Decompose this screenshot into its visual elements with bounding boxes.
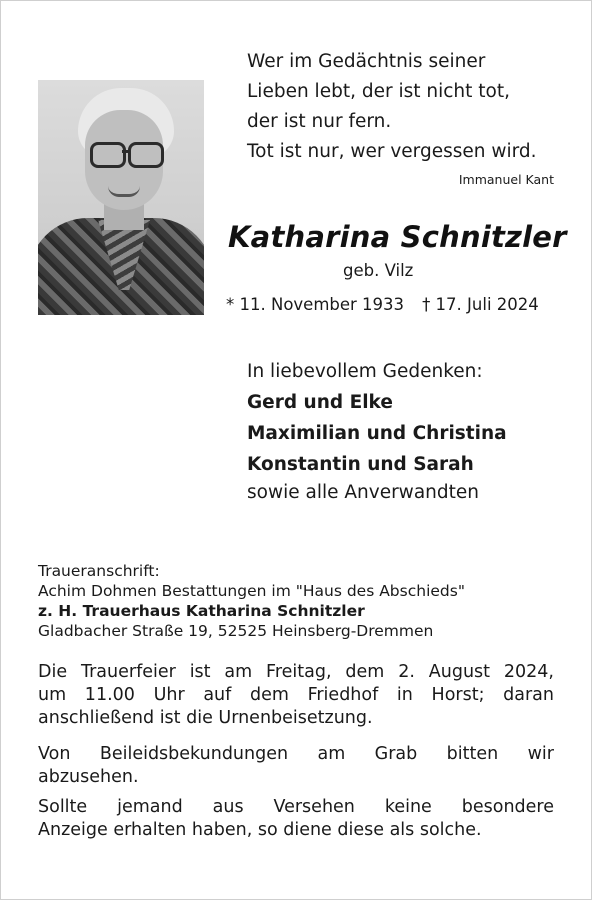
address-line: Achim Dohmen Bestattungen im "Haus des Abschieds": [38, 582, 465, 600]
quote-line: Lieben lebt, der ist nicht tot,: [247, 81, 510, 102]
life-dates: [226, 295, 539, 314]
mourner-name: Konstantin und Sarah: [247, 454, 474, 475]
address-line: Gladbacher Straße 19, 52525 Heinsberg-Dremmen: [38, 622, 434, 640]
mourner-name: Maximilian und Christina: [247, 423, 507, 444]
memory-closing: sowie alle Anverwandten: [247, 482, 479, 503]
notice-line: Sollte jemand aus Versehen keine besondere: [38, 797, 554, 817]
notice-line: Von Beileidsbekundungen am Grab bitten wir: [38, 744, 554, 764]
quote-author: Immanuel Kant: [458, 172, 554, 187]
deceased-name: Katharina Schnitzler: [228, 220, 567, 254]
mourner-name: Gerd und Elke: [247, 392, 393, 413]
memory-intro: In liebevollem Gedenken:: [247, 361, 483, 382]
notice-line: Die Trauerfeier ist am Freitag, dem 2. August 2024,: [38, 662, 554, 682]
portrait-photo: [38, 80, 204, 315]
address-line: z. H. Trauerhaus Katharina Schnitzler: [38, 602, 365, 620]
funeral-notice: [38, 661, 554, 730]
condolence-notice: [38, 743, 554, 789]
notice-line: Anzeige erhalten haben, so diene diese als solche.: [38, 820, 482, 840]
quote-line: Tot ist nur, wer vergessen wird.: [247, 141, 537, 162]
notice-line: abzusehen.: [38, 767, 139, 787]
maiden-name: geb. Vilz: [343, 261, 414, 280]
death-date: † 17. Juli 2024: [422, 295, 539, 314]
address-label: Traueranschrift:: [38, 562, 160, 580]
missed-notice: [38, 796, 554, 842]
quote-line: der ist nur fern.: [247, 111, 392, 132]
quote-line: Wer im Gedächtnis seiner: [247, 51, 486, 72]
notice-line: um 11.00 Uhr auf dem Friedhof in Horst; daran: [38, 685, 554, 705]
notice-line: anschließend ist die Urnenbeisetzung.: [38, 708, 373, 728]
birth-date: * 11. November 1933: [226, 295, 405, 314]
